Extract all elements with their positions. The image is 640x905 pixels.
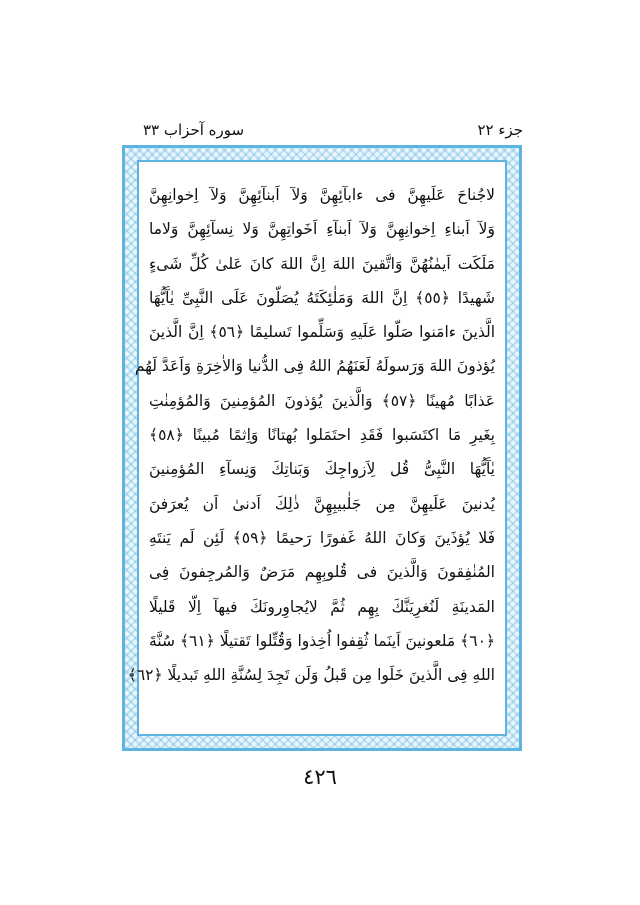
text-line: وَلآ اَبناءِ اِخوانِهِنَّ وَلآ اَبنآءِ اَخَواتِهِنَّ وَلا نِسآئِهِنَّ وَلاما (149, 220, 495, 239)
text-line: لاجُناحَ عَلَيهِنَّ فى ءابآئِهِنَّ وَلآ اَبنآئِهِنَّ وَلآ اِخوانِهِنَّ (149, 186, 495, 204)
text-line: الَّذينَ ءامَنوا صَلّوا عَلَيهِ وَسَلِّموا تَسليمًا ﴿٥٦﴾ اِنَّ الَّذينَ (149, 323, 496, 342)
text-line: المَدينَةِ لَنُغرِيَنَّكَ بِهِم ثُمَّ لايُجاوِرونَكَ فيهآ اِلّا قَليلًا (149, 597, 495, 616)
text-line: ﴿٦٠﴾ مَلعونينَ اَينَما ثُقِفوا اُخِذوا وَقُتِّلوا تَقتيلًا ﴿٦١﴾ سُنَّةَ (149, 631, 495, 650)
text-line: اللهِ فِى الَّذينَ خَلَوا مِن قَبلُ وَلَن تَجِدَ لِسُنَّةِ اللهِ تَبديلًا ﴿٦٢﴾ (127, 666, 495, 685)
page-number: ٤٢٦ (303, 765, 337, 789)
surah-label: سوره‌ آحزاب ٣٣ (143, 121, 245, 139)
text-line: المُنٰفِقونَ وَالَّذينَ فى قُلوبِهِم مَرَضٌ وَالمُرجِفونَ فِى (149, 563, 495, 582)
page-header (143, 117, 523, 143)
ornamental-frame (122, 145, 522, 751)
quran-text (127, 178, 496, 728)
juz-label: جزء ٢٢ (477, 121, 523, 139)
text-line: فَلا يُؤذَينَ وَكانَ اللهُ غَفورًا رَحيمًا ﴿٥٩﴾ لَئِن لَم يَنتَهِ (149, 528, 495, 547)
text-line: يُدنينَ عَلَيهِنَّ مِن جَلٰبيبِهِنَّ ذٰلِكَ اَدنىٰ اَن يُعرَفنَ (149, 494, 495, 513)
text-panel (127, 160, 507, 736)
text-line: بِغَيرِ مَا اكتَسَبوا فَقَدِ احتَمَلوا بُهتانًا وَاِثمًا مُبينًا ﴿٥٨﴾ (149, 426, 495, 445)
text-line: يٰآَيُّهَا النَّبِىُّ قُل لِاَزواجِكَ وَبَناتِكَ وَنِسآءِ المُؤمِنينَ (149, 460, 495, 479)
text-line: مَلَكَت اَيمٰنُهُنَّ وَاتَّقينَ اللهَ اِنَّ اللهَ كانَ عَلىٰ كُلِّ شَىءٍ (149, 254, 495, 273)
text-line: يُؤذونَ اللهَ وَرَسولَهُ لَعَنَهُمُ اللهُ فِى الدُّنيا وَالاٰخِرَةِ وَاَعَدَّ لَهُم (134, 357, 495, 376)
text-line: شَهيدًا ﴿٥٥﴾ اِنَّ اللهَ وَمَلٰئِكَتَهُ يُصَلّونَ عَلَى النَّبِىِّ يٰآَيُّهَا (149, 288, 495, 307)
text-line: عَذابًا مُهينًا ﴿٥٧﴾ وَالَّذينَ يُؤذونَ المُؤمِنينَ وَالمُؤمِنٰتِ (149, 391, 495, 410)
